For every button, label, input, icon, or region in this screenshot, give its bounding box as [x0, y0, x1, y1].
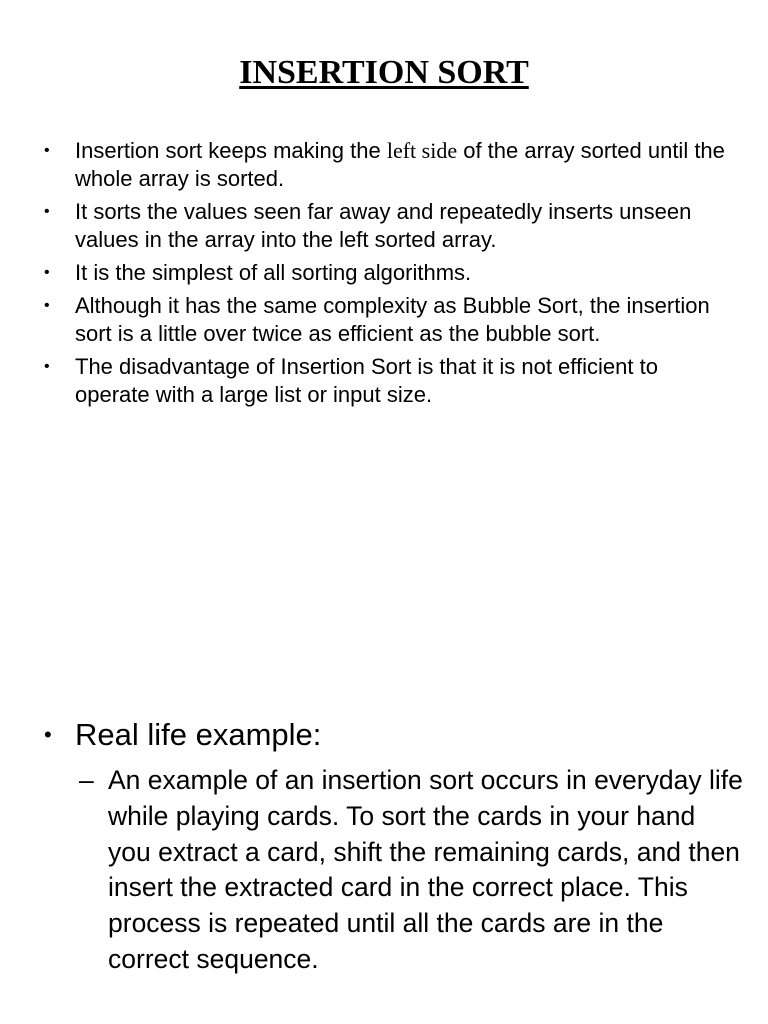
bullet-icon: • — [44, 264, 50, 281]
example-heading — [44, 713, 744, 757]
bullet-item-efficiency — [44, 292, 734, 348]
bullet-icon: • — [44, 722, 52, 747]
bullet-icon: • — [44, 358, 50, 375]
dash-icon: – — [79, 765, 94, 795]
bullet-icon: • — [44, 203, 50, 220]
example-detail — [79, 763, 744, 978]
bullet-item-disadvantage — [44, 353, 734, 409]
example-detail-text: An example of an insertion sort occurs in everyday life while playing cards. To sort the cards in your hand you extract a card, shift the remaining cards, and then insert the extracted card in the correct place. This process is repeated until all the cards are in the correct sequence. — [108, 765, 743, 974]
bullet-item-inserts — [44, 198, 734, 254]
bullet-list — [44, 137, 734, 414]
bullet-text: of the array sorted until the whole array is sorted. — [75, 138, 725, 191]
bullet-item-simplest — [44, 259, 734, 287]
slide-title: INSERTION SORT — [239, 54, 529, 91]
bullet-emphasis: left side — [386, 138, 458, 163]
bullet-text: It is the simplest of all sorting algorithms. — [75, 260, 472, 285]
example-heading-text: Real life example: — [75, 717, 322, 752]
bullet-icon: • — [44, 142, 50, 159]
bullet-text: The disadvantage of Insertion Sort is that it is not efficient to operate with a large list or input size. — [75, 354, 658, 407]
real-life-example — [44, 713, 744, 978]
bullet-icon: • — [44, 297, 50, 314]
bullet-text: Although it has the same complexity as Bubble Sort, the insertion sort is a little over twice as efficient as the bubble sort. — [75, 293, 710, 346]
bullet-text: Insertion sort keeps making the — [75, 138, 387, 163]
bullet-text: It sorts the values seen far away and repeatedly inserts unseen values in the array into the left sorted array. — [75, 199, 692, 252]
bullet-item-left-side — [44, 137, 734, 193]
